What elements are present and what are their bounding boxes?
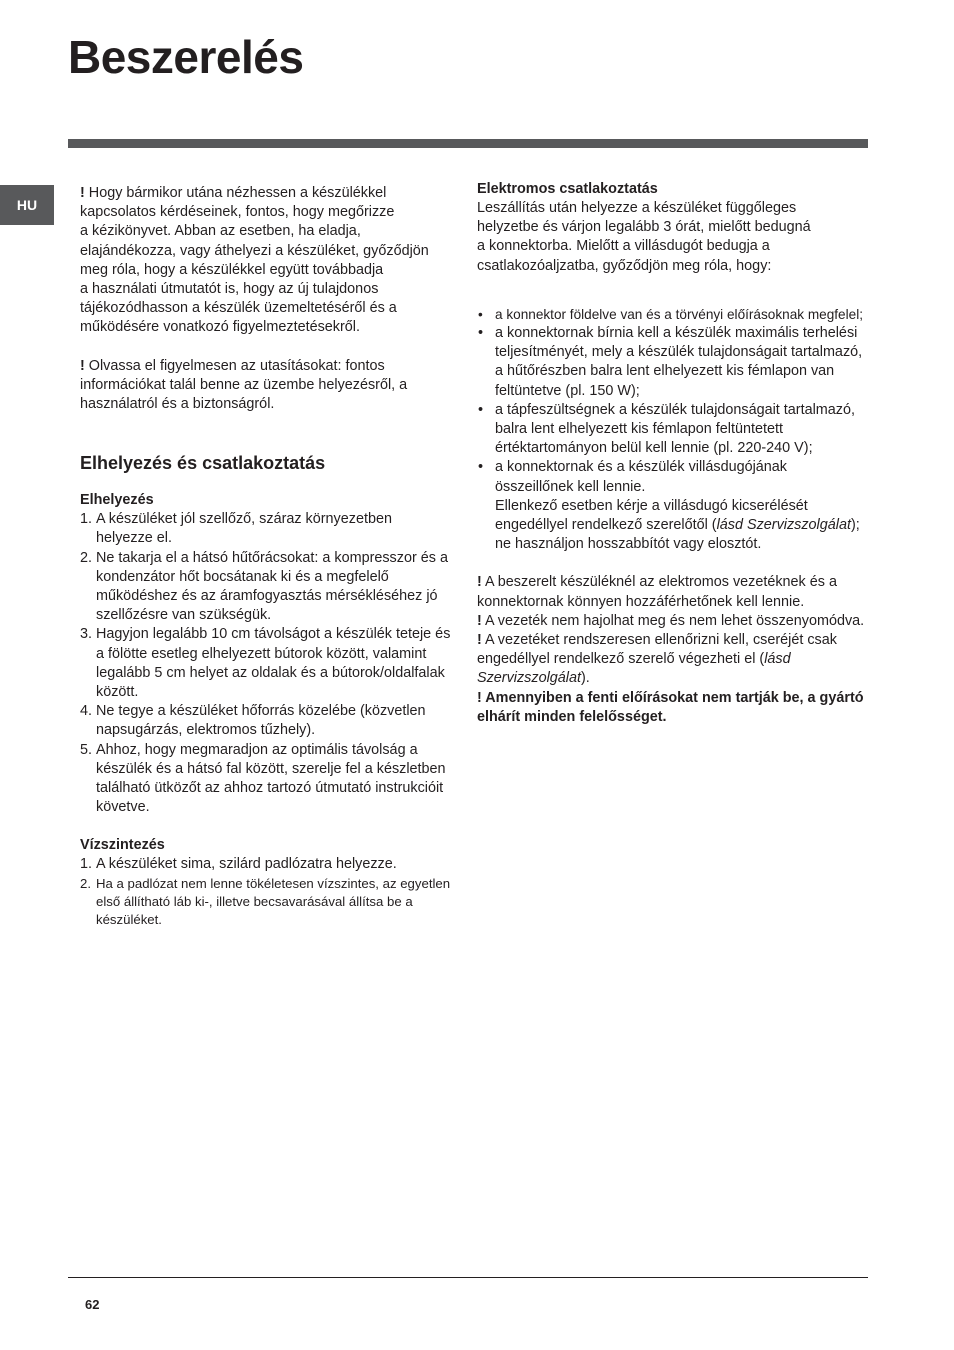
- list-item: 5. Ahhoz, hogy megmaradjon az optimális távolság a készülék és a hátsó fal között, szerelje fel a készletben található ütközőt az ahhoz tartozó útmutató instrukcióit követve.: [80, 741, 446, 816]
- requirements-list: [477, 305, 869, 555]
- footer-rule: [68, 1277, 868, 1278]
- note-keep-manual: [80, 184, 452, 338]
- intro-line: helyzetbe és várjon legalább 3 órát, mielőtt bedugná: [477, 219, 811, 236]
- intro-line: csatlakozóaljzatba, győződjön meg róla, hogy:: [477, 257, 772, 274]
- note-line: ! Olvassa el figyelmesen az utasításokat: fontos: [80, 357, 385, 374]
- warning-line: ! A beszerelt készüléknél az elektromos vezetéknek és a konnektornak könnyen hozzáférhetőnek kell lennie.: [477, 574, 837, 610]
- list-item: 4. Ne tegye a készüléket hőforrás közelébe (közvetlen napsugárzás, elektromos tűzhely).: [80, 703, 426, 739]
- note-line: a használati útmutatót is, hogy az új tulajdonos: [80, 281, 379, 298]
- list-item: 3. Hagyjon legalább 10 cm távolságot a készülék teteje és a fölötte esetleg elhelyezett bútorok között, valamint legalább 5 cm helyet az oldalak és a bútorok/oldalfalak között.: [80, 626, 451, 701]
- list-item: • a konnektornak és a készülék villásdugójának összeillőnek kell lennie. Ellenkező esetben kérje a villásdugó kicserélését engedéllyel rendelkező szerelőtől (lásd Szervizszolgálat); ne használjon hosszabbítót vagy elosztót.: [478, 459, 860, 553]
- exclamation-mark: !: [477, 612, 482, 629]
- exclamation-mark: !: [477, 574, 482, 591]
- warning-line: ! A vezeték nem hajolhat meg és nem lehet összenyomódva.: [477, 612, 865, 629]
- list-item: 1. A készüléket sima, szilárd padlózatra helyezze.: [80, 856, 397, 873]
- placement-heading: Elhelyezés: [80, 492, 154, 509]
- header-rule: [68, 139, 868, 148]
- list-item: 2. Ha a padlózat nem lenne tökéletesen vízszintes, az egyetlen első állítható láb ki-, illetve becsavarásával állítsa be a készüléket.: [80, 875, 451, 927]
- list-item: 1. A készüléket jól szellőző, száraz környezetben helyezze el.: [80, 511, 392, 547]
- electrical-heading: Elektromos csatlakoztatás: [477, 181, 658, 197]
- language-tab: HU: [0, 185, 54, 225]
- warnings-block: [477, 573, 869, 727]
- list-item: • a konnektor földelve van és a törvényi előírásoknak megfelel;: [478, 306, 863, 322]
- note-line: a kézikönyvet. Abban az esetben, ha eladja,: [80, 223, 361, 240]
- note-line: elajándékozza, vagy áthelyezi a készüléket, győződjön: [80, 242, 429, 259]
- note-line: működésére vonatkozó figyelmeztetésekről.: [80, 319, 360, 336]
- right-column: [477, 180, 869, 727]
- warning-line: ! A vezetéket rendszeresen ellenőrizni kell, cseréjét csak engedéllyel rendelkező szerelő végezheti el (lásd Szervizszolgálat).: [477, 632, 837, 687]
- exclamation-mark: !: [477, 632, 482, 649]
- exclamation-mark: !: [80, 185, 85, 201]
- left-column: [80, 184, 452, 929]
- placement-list: [80, 510, 452, 817]
- leveling-heading: Vízszintezés: [80, 837, 165, 854]
- list-item: • a konnektornak bírnia kell a készülék maximális terhelési teljesítményét, mely a készülék tulajdonságait tartalmazó, a hűtőrészben balra lent elhelyezett kis fémlapon van feltüntetve (pl. 150 W);: [478, 325, 863, 399]
- note-line: meg róla, hogy a készülékkel együtt továbbadja: [80, 261, 384, 278]
- leveling-list: [80, 855, 452, 928]
- liability-warning: ! Amennyiben a fenti előírásokat nem tartják be, a gyártó elhárít minden felelősséget.: [477, 689, 864, 725]
- note-line: használatról és a biztonságról.: [80, 396, 275, 413]
- note-line: kapcsolatos kérdéseinek, fontos, hogy megőrizze: [80, 204, 395, 221]
- exclamation-mark: !: [80, 357, 85, 374]
- intro-line: Leszállítás után helyezze a készüléket függőleges: [477, 200, 797, 216]
- section-title: Elhelyezés és csatlakoztatás: [80, 453, 326, 474]
- note-line: információkat talál benne az üzembe helyezésről, a: [80, 376, 408, 393]
- intro-line: a konnektorba. Mielőtt a villásdugót bedugja a: [477, 238, 770, 255]
- list-item: • a tápfeszültségnek a készülék tulajdonságait tartalmazó, balra lent elhelyezett kis fémlapon feltüntetett értéktartományon belül kell lennie (pl. 220-240 V);: [478, 401, 855, 457]
- note-read-instructions: [80, 357, 452, 415]
- note-line: tájékozódhasson a készülék üzemeltetéséről és a: [80, 300, 397, 317]
- page-title: Beszerelés: [68, 31, 304, 83]
- page-number: 62: [85, 1297, 100, 1312]
- list-item: 2. Ne takarja el a hátsó hűtőrácsokat: a kompresszor és a kondenzátor hőt bocsátanak ki és a megfelelő működéshez és az áramfogyasztás mérsékléséhez jó szellőzésre van szükségük.: [80, 549, 448, 624]
- note-line: ! Hogy bármikor utána nézhessen a készülékkel: [80, 185, 387, 201]
